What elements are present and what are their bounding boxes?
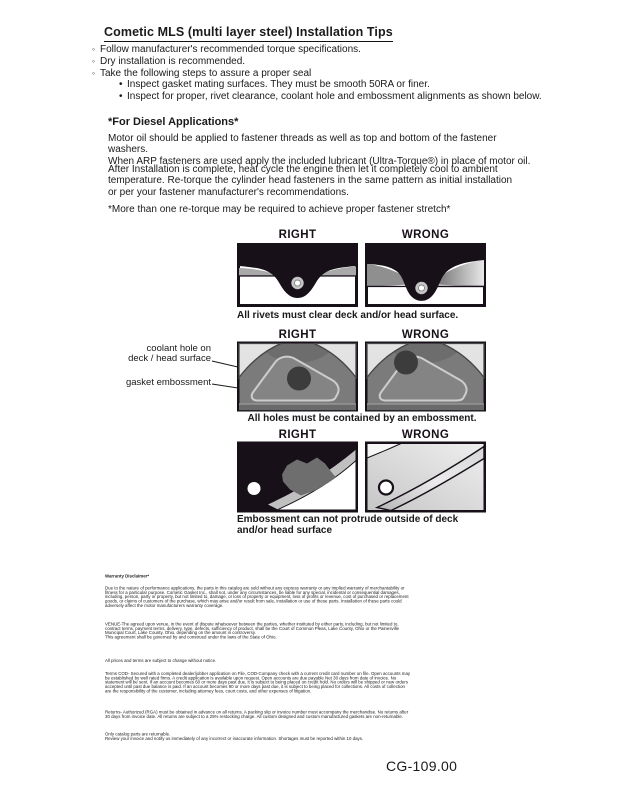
- diagram-rivet-right-panel: [237, 243, 358, 307]
- row1-right-label: RIGHT: [278, 229, 317, 241]
- row3-wrong-label: WRONG: [401, 429, 450, 441]
- list-subitem: [119, 79, 542, 91]
- diagram-rivet-wrong-panel: [365, 243, 486, 307]
- diesel-heading: *For Diesel Applications*: [108, 116, 239, 128]
- warranty-fine-print: [105, 574, 517, 746]
- list-item: [92, 44, 542, 56]
- paragraph-line: temperature. Re-torque the cylinder head fasteners in the same pattern as initial installation: [108, 175, 513, 187]
- tips-list: [92, 44, 542, 103]
- row2-wrong-label: WRONG: [401, 329, 450, 341]
- list-item-text: Inspect gasket mating surfaces. They must be smooth 50RA or finer.: [127, 79, 430, 91]
- caption-line: and/or head surface: [237, 525, 333, 536]
- diagram-protrusion-right-panel: [237, 441, 358, 513]
- diagram-protrusion-wrong-panel: [365, 441, 486, 513]
- open-bullet-icon: ◦: [92, 55, 96, 66]
- returns-paragraph: Returns- Authorized (RGA) must be obtained in advance on all returns. A packing slip or invoice number must accompany the merchandise. No returns after 30 days from invoice date. All returns are subject to a 25% restocking charge. All custom designed and custom manufactured gaskets are non-returnable.: [105, 709, 409, 719]
- warranty-heading: Warranty Disclaimer*: [105, 573, 150, 579]
- list-item-text: Follow manufacturer's recommended torque specifications.: [100, 44, 361, 55]
- diagram-embossment-wrong-panel: [365, 341, 486, 412]
- warranty-paragraph: Due to the nature of performance applications, the parts in this catalog are sold without any express warranty or any implied warranty of merchantability or fitness for a particular purpose. Cometic Gasket Inc., shall not, under any circumstances, be liable for any special, incidental or consequential damages, including, person, party or property, but not limited to, damage, or loss of property or equipment, loss of profits or revenue, cost of purchased or replacement goods, or claims of customers of the purchase, which may arise and/or result from sale, installation or use of these parts. Installation of these parts could adversely affect the motor manufacturers warranty coverage.: [105, 585, 409, 608]
- paragraph-line: Motor oil should be applied to fastener threads as well as top and bottom of the fastener washers.: [108, 133, 497, 156]
- paragraph-line: When ARP fasteners are used apply the included lubricant (Ultra-Torque®) in place of motor oil.: [108, 155, 531, 167]
- row2-right-label: RIGHT: [278, 329, 317, 341]
- row3-caption: [237, 514, 497, 536]
- catalog-paragraph: Only catalog parts are returnable. Review your invoice and notify us immediately of any incorrect or inaccurate information. Shortages must be reported within 10 days.: [105, 731, 364, 741]
- caption-line: Embossment can not protrude outside of deck: [237, 514, 459, 525]
- label-line: deck / head surface: [128, 352, 211, 364]
- list-item-text: Dry installation is recommended.: [100, 55, 246, 67]
- filled-bullet-icon: •: [119, 91, 123, 103]
- list-item-text: Inspect for proper, rivet clearance, coolant hole and embossment alignments as shown below.: [127, 91, 542, 103]
- diagram-embossment-right-panel: [237, 341, 358, 412]
- row1-caption: All rivets must clear deck and/or head surface.: [237, 310, 459, 321]
- terms-paragraph: Terms COD- Secured with a completed dealer/jobber application on File, COD-Company check with a current credit card number on file. Open accounts may be established by well rated firms. A credit application is available upon request. Open accounts are due payable Net 30 days from date of invoice. No statement will be sent. If an account becomes 60 or more days past due, it is subject to being placed on credit hold. No orders will be shipped or new orders accepted until past due balance is paid. If an account becomes 90 or more days past due, it is subject to being placed for collections. All costs of collection are the responsibility of the customer, including attorney fees, court costs, and other expenses of litigation.: [105, 671, 411, 694]
- diesel-paragraph-2: [108, 164, 538, 198]
- list-subitem: [119, 91, 542, 103]
- list-item: [92, 56, 542, 68]
- list-item-text: Take the following steps to assure a proper seal: [100, 67, 312, 79]
- row1-wrong-label: WRONG: [401, 229, 450, 241]
- gasket-embossment-label: gasket embossment: [125, 377, 211, 388]
- page-title-wrap: [104, 23, 393, 42]
- open-bullet-icon: ◦: [92, 67, 96, 78]
- diesel-paragraph-1: [108, 133, 538, 167]
- venue-paragraph: VENUE-The agreed upon venue, in the event of dispute whatsoever between the parties, whether instituted by either party, including, but not limited to, contract terms, payment terms, delivery, type, defects, sufficiency of product, shall be the Court of Common Pleas, Lake County, Ohio or the Painesville Municipal Court, Lake County, Ohio, depending on the amount in controversy. This agreement shall be governed by and construed under the laws of the State of Ohio.: [105, 621, 400, 640]
- label-line: coolant hole on: [146, 343, 211, 354]
- page-number: CG-109.00: [386, 758, 458, 774]
- row2-caption: All holes must be contained by an embossment.: [247, 413, 477, 424]
- coolant-hole: [287, 367, 311, 391]
- coolant-hole-label: [105, 344, 211, 364]
- bolt-hole: [248, 482, 261, 495]
- page-title: Cometic MLS (multi layer steel) Installation Tips: [104, 25, 393, 42]
- row3-right-label: RIGHT: [278, 429, 317, 441]
- paragraph-line: After Installation is complete, heat cycle the engine then let it completely cool to ambient: [108, 164, 498, 175]
- paragraph-line: or per your fastener manufacturer's recommendations.: [108, 186, 349, 198]
- filled-bullet-icon: •: [119, 79, 123, 91]
- coolant-hole: [394, 351, 418, 375]
- prices-paragraph: All prices and terms are subject to change without notice.: [105, 658, 217, 663]
- diesel-note: *More than one re-torque may be required to achieve proper fastener stretch*: [108, 204, 451, 215]
- open-bullet-icon: ◦: [92, 44, 96, 54]
- bolt-hole: [379, 481, 393, 495]
- list-item: [92, 68, 542, 80]
